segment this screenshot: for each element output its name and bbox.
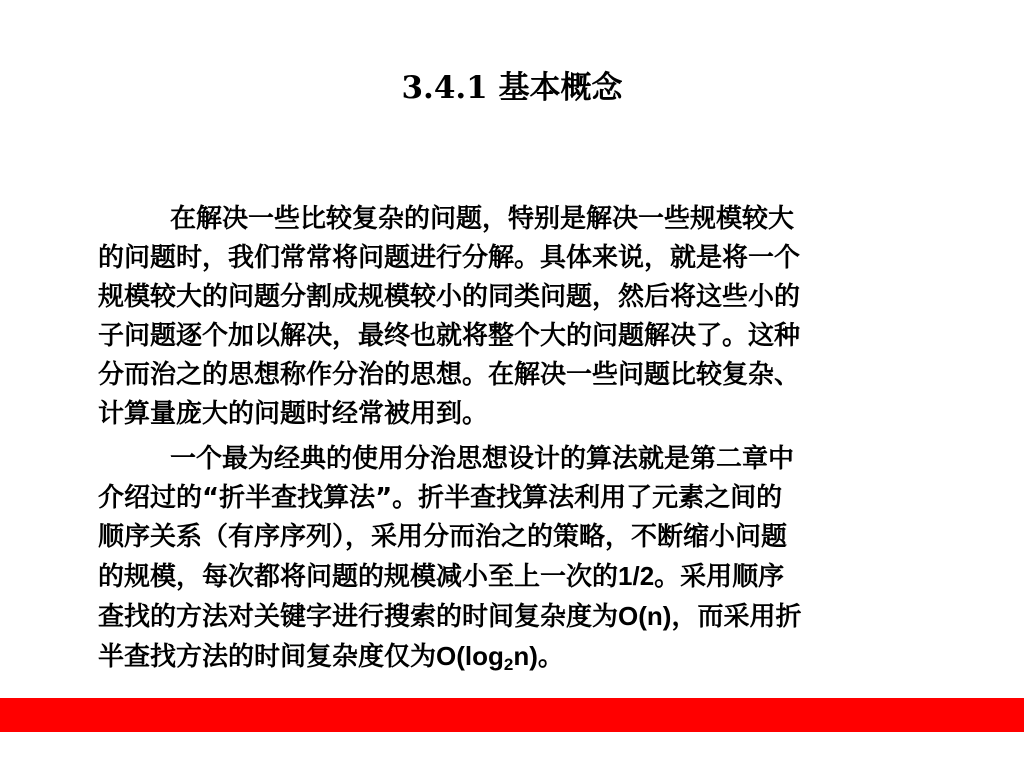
paragraph-line: 一个最为经典的使用分治思想设计的算法就是第二章中	[170, 444, 795, 474]
fraction-value: 1/2	[618, 561, 655, 591]
paragraph-line: 的问题时，我们常常将问题进行分解。具体来说，就是将一个	[98, 243, 801, 273]
paragraph-line: 顺序关系（有序序列），采用分而治之的策略，不断缩小问题	[98, 522, 788, 552]
log-base-subscript: 2	[503, 655, 514, 674]
complexity-prefix: O(log	[436, 641, 504, 671]
line-text: 。采用顺序	[654, 562, 785, 592]
line-text: 。	[537, 642, 564, 672]
complexity-suffix: n)	[513, 641, 538, 671]
line-text: 的规模，每次都将问题的规模减小至上一次的	[98, 562, 619, 592]
paragraph-binary-search-example	[98, 440, 954, 677]
paragraph-line: 子问题逐个加以解决，最终也就将整个大的问题解决了。这种	[98, 321, 801, 351]
paragraph-line: 分而治之的思想称作分治的思想。在解决一些问题比较复杂、	[98, 360, 801, 390]
line-text: 查找的方法对关键字进行搜索的时间复杂度为	[98, 602, 619, 632]
line-text: 半查找方法的时间复杂度仅为	[98, 642, 437, 672]
bottom-accent-band	[0, 698, 1024, 732]
complexity-logarithmic	[436, 641, 538, 674]
paragraph-line	[98, 637, 954, 677]
paragraph-line: 介绍过的“折半查找算法”。折半查找算法利用了元素之间的	[98, 483, 783, 513]
paragraph-line	[98, 597, 954, 637]
paragraph-divide-and-conquer-concept	[98, 200, 954, 434]
paragraph-line: 在解决一些比较复杂的问题，特别是解决一些规模较大	[170, 204, 795, 234]
complexity-linear: O(n)	[618, 601, 672, 631]
paragraph-line: 计算量庞大的问题时经常被用到。	[98, 399, 489, 429]
line-text: ，而采用折	[671, 602, 802, 632]
slide-title: 3.4.1 基本概念	[401, 70, 623, 106]
paragraph-line: 规模较大的问题分割成规模较小的同类问题，然后将这些小的	[98, 282, 801, 312]
paragraph-line	[98, 557, 954, 597]
slide-body	[98, 200, 954, 677]
